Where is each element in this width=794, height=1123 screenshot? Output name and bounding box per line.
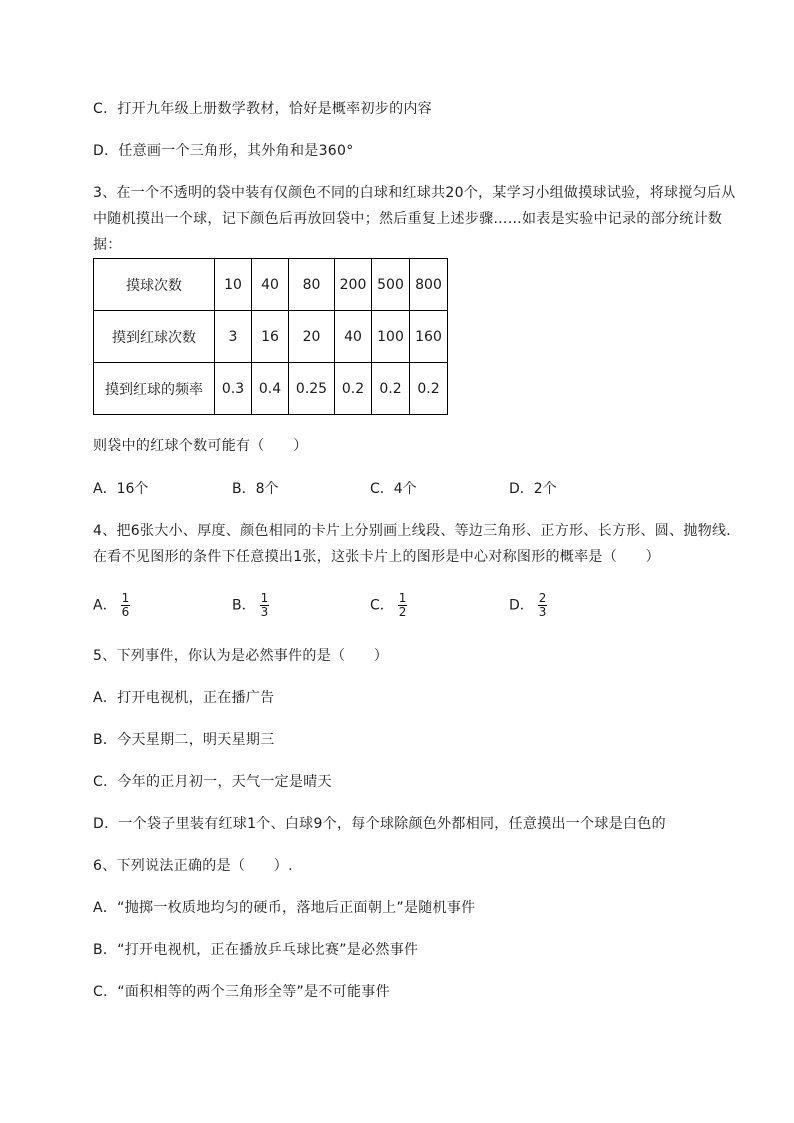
table-cell: 100 <box>372 311 410 363</box>
q2-option-d: D．任意画一个三角形，其外角和是360° <box>93 143 354 159</box>
fraction-denominator: 6 <box>121 605 130 619</box>
table-cell: 40 <box>335 311 372 363</box>
table-cell: 0.2 <box>410 363 448 415</box>
table-cell: 500 <box>372 259 410 311</box>
fraction-denominator: 3 <box>260 605 269 619</box>
fraction <box>121 592 131 619</box>
table-cell: 20 <box>289 311 335 363</box>
q6-option-b: B．“打开电视机，正在播放乒乓球比赛”是必然事件 <box>93 942 419 958</box>
option-prefix: C． <box>370 597 394 614</box>
table-cell: 0.25 <box>289 363 335 415</box>
table-cell: 40 <box>252 259 289 311</box>
q5-option-d: D．一个袋子里装有红球1个、白球9个，每个球除颜色外都相同，任意摸出一个球是白色的 <box>93 816 666 832</box>
q5-stem: 5、下列事件，你认为是必然事件的是（ ） <box>93 648 389 664</box>
option-prefix: B． <box>232 597 256 614</box>
fraction-numerator: 2 <box>538 591 547 605</box>
q4-stem: 4、把6张大小、厚度、颜色相同的卡片上分别画上线段、等边三角形、正方形、长方形、圆、抛物线．在看不见图形的条件下任意摸出1张，这张卡片上的图形是中心对称图形的概率是（ ） <box>93 523 741 565</box>
table-row <box>94 311 448 363</box>
q3-stats-table <box>93 258 448 415</box>
fraction-numerator: 1 <box>121 591 130 605</box>
fraction-numerator: 1 <box>260 591 269 605</box>
table-row <box>94 363 448 415</box>
table-row-label: 摸球次数 <box>94 259 215 311</box>
fraction <box>398 592 408 619</box>
table-cell: 16 <box>252 311 289 363</box>
q5-option-a: A．打开电视机，正在播广告 <box>93 690 275 706</box>
q6-stem: 6、下列说法正确的是（ ）. <box>93 858 293 874</box>
fraction <box>538 592 548 619</box>
q3-option-d: D．2个 <box>509 481 557 497</box>
table-cell: 800 <box>410 259 448 311</box>
table-row-label: 摸到红球的频率 <box>94 363 215 415</box>
table-cell: 0.4 <box>252 363 289 415</box>
q6-option-a: A．“抛掷一枚质地均匀的硬币，落地后正面朝上”是随机事件 <box>93 900 476 916</box>
q5-option-c: C．今年的正月初一，天气一定是晴天 <box>93 774 332 790</box>
q5-option-b: B．今天星期二，明天星期三 <box>93 732 275 748</box>
table-cell: 0.2 <box>335 363 372 415</box>
option-prefix: A． <box>93 597 117 614</box>
q4-option-c <box>370 592 407 619</box>
table-cell: 200 <box>335 259 372 311</box>
table-row-label: 摸到红球次数 <box>94 311 215 363</box>
table-cell: 3 <box>215 311 252 363</box>
option-prefix: D． <box>509 597 534 614</box>
q3-question: 则袋中的红球个数可能有（ ） <box>93 438 308 454</box>
q3-option-b: B．8个 <box>232 481 279 497</box>
q2-option-c: C．打开九年级上册数学教材，恰好是概率初步的内容 <box>93 101 432 117</box>
q3-stem: 3、在一个不透明的袋中装有仅颜色不同的白球和红球共20个，某学习小组做摸球试验，将球搅匀后从中随机摸出一个球，记下颜色后再放回袋中；然后重复上述步骤……如表是实验中记录的部分统计数据： <box>93 185 736 253</box>
q4-option-d <box>509 592 547 619</box>
q3-option-c: C．4个 <box>370 481 417 497</box>
table-cell: 0.3 <box>215 363 252 415</box>
q3-option-a: A．16个 <box>93 481 149 497</box>
table-cell: 80 <box>289 259 335 311</box>
fraction <box>260 592 270 619</box>
q6-option-c: C．“面积相等的两个三角形全等”是不可能事件 <box>93 984 390 1000</box>
fraction-denominator: 2 <box>398 605 407 619</box>
table-cell: 10 <box>215 259 252 311</box>
q4-option-a <box>93 592 130 619</box>
table-cell: 0.2 <box>372 363 410 415</box>
table-cell: 160 <box>410 311 448 363</box>
fraction-denominator: 3 <box>538 605 547 619</box>
q4-option-b <box>232 592 269 619</box>
fraction-numerator: 1 <box>398 591 407 605</box>
table-row <box>94 259 448 311</box>
